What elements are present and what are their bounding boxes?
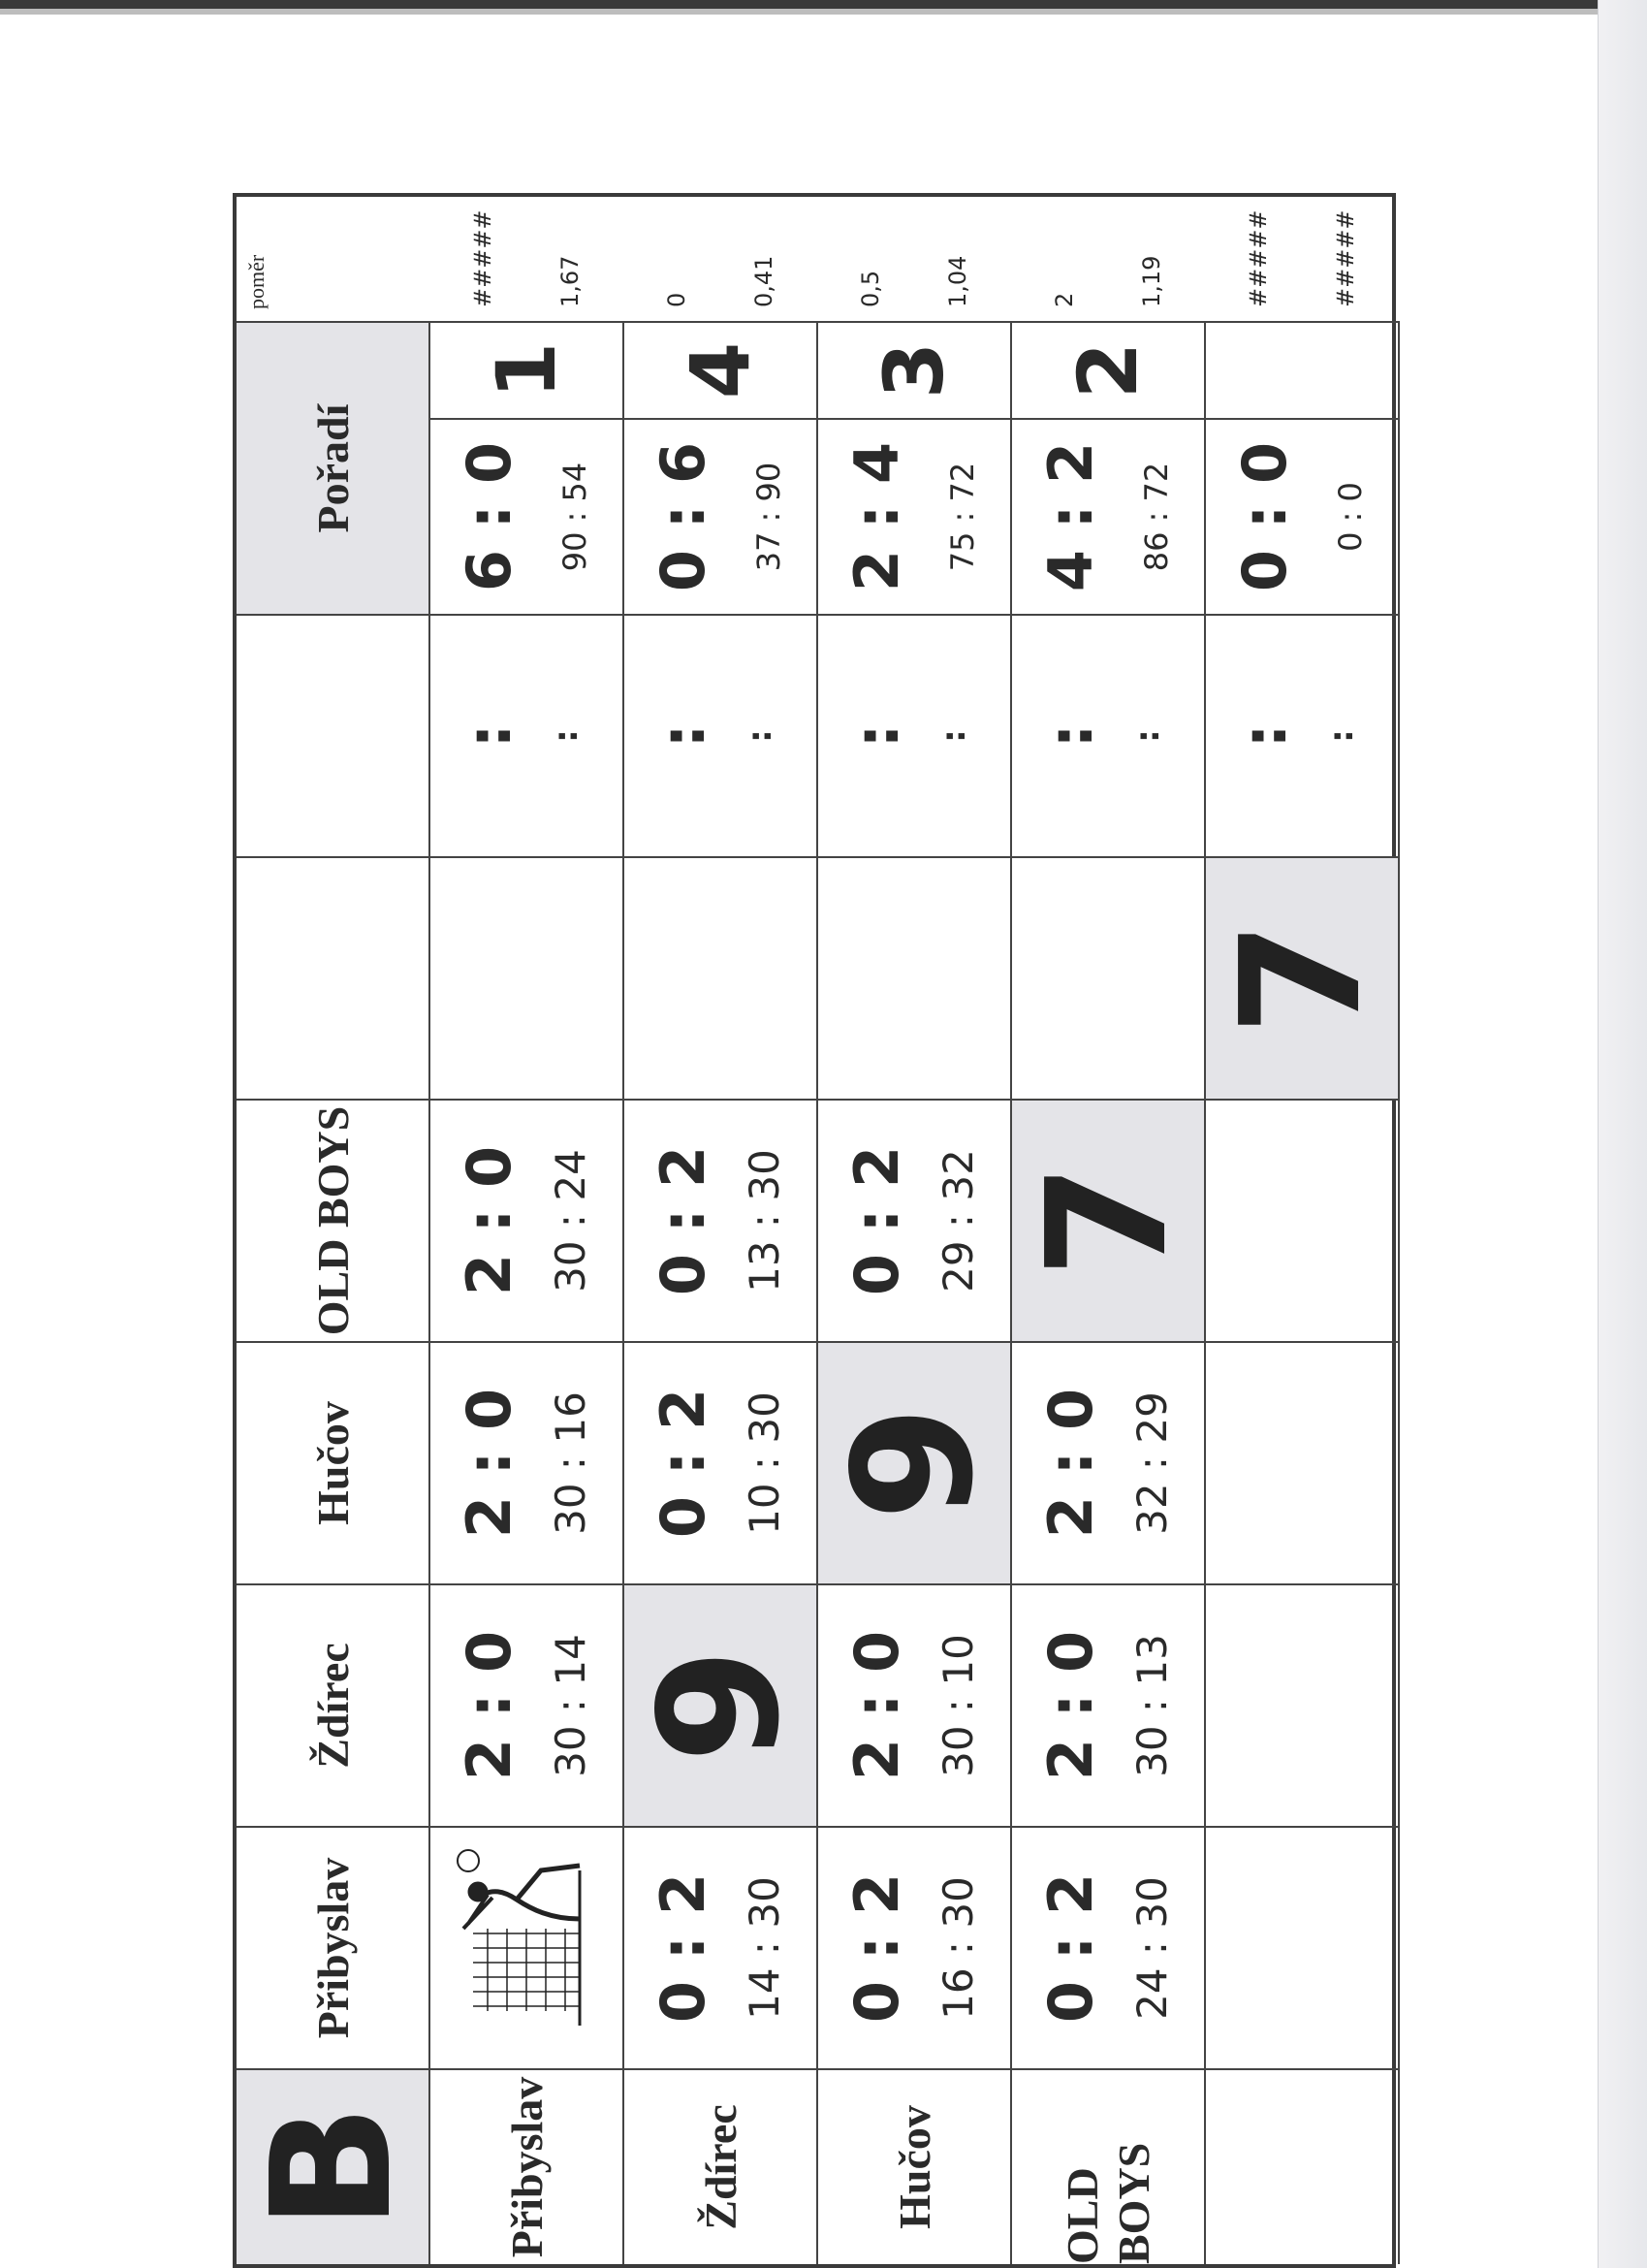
empty-cell xyxy=(430,856,624,1099)
pomer-header-cell xyxy=(237,189,430,321)
row-header-label: Ždírec xyxy=(695,2104,745,2230)
match-result-cell xyxy=(624,1099,818,1341)
diagonal-number: 9 xyxy=(624,1647,816,1764)
standings-sets: 2 : 4 xyxy=(841,441,912,592)
ratio-sets: ##### xyxy=(1245,209,1272,307)
points-score: 30 : 24 xyxy=(547,1149,594,1293)
row-pribyslav-header xyxy=(430,2068,624,2264)
ratio-points: 1,67 xyxy=(556,255,584,307)
rank-number xyxy=(1206,323,1398,418)
points-score: 10 : 30 xyxy=(741,1391,788,1535)
points-score: 32 : 29 xyxy=(1128,1391,1176,1535)
col-header-old-boys xyxy=(237,1099,430,1341)
empty-colon-cell xyxy=(1206,614,1400,856)
sets-score: 0 : 2 xyxy=(841,1145,912,1296)
match-result-cell xyxy=(624,1826,818,2068)
match-result-cell xyxy=(430,1099,624,1341)
row-header-label: Hučov xyxy=(889,2105,939,2229)
points-score: 30 : 13 xyxy=(1128,1634,1176,1777)
diagonal-number-cell xyxy=(818,1341,1012,1583)
colon-bottom: : xyxy=(547,729,586,743)
standings-scores xyxy=(1206,418,1398,614)
ratio-cell xyxy=(624,189,818,321)
empty-cell xyxy=(1012,856,1206,1099)
standings-scores xyxy=(818,418,1010,614)
ratio-cell xyxy=(1206,189,1400,321)
volleyball-player-icon xyxy=(434,1832,618,2064)
empty-cell xyxy=(624,856,818,1099)
match-result-cell xyxy=(818,1099,1012,1341)
ratio-sets: 0 xyxy=(663,292,690,307)
diagonal-number: 9 xyxy=(818,1405,1010,1521)
points-score: 16 : 30 xyxy=(934,1876,982,2020)
empty-cell xyxy=(1206,1341,1400,1583)
colon-top: : xyxy=(1035,723,1106,749)
group-letter: B xyxy=(237,2104,428,2230)
colon-bottom: : xyxy=(1128,729,1167,743)
col-header-label: OLD BOYS xyxy=(307,1105,358,1336)
colon-bottom: : xyxy=(741,729,779,743)
rank-number: 4 xyxy=(673,341,768,399)
empty-colon-cell xyxy=(430,614,624,856)
row-old-boys-header xyxy=(1012,2068,1206,2264)
row-header-label: Přibyslav xyxy=(501,2076,552,2258)
match-result-cell xyxy=(1012,1341,1206,1583)
standings-sets: 4 : 2 xyxy=(1035,441,1106,592)
row-zdirec-header xyxy=(624,2068,818,2264)
sets-score: 0 : 2 xyxy=(648,1388,718,1539)
standings-points: 90 : 54 xyxy=(556,462,593,572)
standings-cell xyxy=(1206,321,1400,614)
sets-score: 2 : 0 xyxy=(1035,1630,1106,1781)
rank-number: 1 xyxy=(479,341,574,399)
ratio-cell xyxy=(818,189,1012,321)
colon-top: : xyxy=(841,723,912,749)
points-score: 30 : 16 xyxy=(547,1391,594,1535)
empty-cell xyxy=(1206,1583,1400,1826)
ratio-sets: 0,5 xyxy=(857,270,884,307)
points-score: 24 : 30 xyxy=(1128,1876,1176,2020)
col-header-zdirec xyxy=(237,1583,430,1826)
col-header-hucov xyxy=(237,1341,430,1583)
empty-cell xyxy=(1206,1099,1400,1341)
empty-colon-cell xyxy=(818,614,1012,856)
points-score: 29 : 32 xyxy=(934,1149,982,1293)
colon-top: : xyxy=(1229,723,1300,749)
match-result-cell xyxy=(430,1583,624,1826)
scan-right-edge xyxy=(1598,0,1647,2268)
col-header-poradi xyxy=(237,321,430,614)
match-result-cell xyxy=(818,1826,1012,2068)
standings-points: 37 : 90 xyxy=(750,462,787,572)
volleyball-player-cell xyxy=(430,1826,624,2068)
ratio-cell xyxy=(430,189,624,321)
empty-colon-cell xyxy=(624,614,818,856)
sets-score: 2 : 0 xyxy=(841,1630,912,1781)
sets-score: 2 : 0 xyxy=(454,1388,524,1539)
col-header-empty-5 xyxy=(237,856,430,1099)
ratio-points: 0,41 xyxy=(750,255,777,307)
colon-top: : xyxy=(454,723,524,749)
empty-cell xyxy=(818,856,1012,1099)
sets-score: 0 : 2 xyxy=(841,1872,912,2024)
sets-score: 2 : 0 xyxy=(454,1145,524,1296)
ratio-sets: ##### xyxy=(469,209,496,307)
col-header-label: Přibyslav xyxy=(307,1857,358,2039)
diagonal-number-cell xyxy=(624,1583,818,1826)
points-score: 30 : 14 xyxy=(547,1634,594,1777)
sets-score: 0 : 2 xyxy=(1035,1872,1106,2024)
sets-score: 0 : 2 xyxy=(648,1145,718,1296)
colon-top: : xyxy=(648,723,718,749)
pomer-label: poměr xyxy=(244,254,269,309)
row-empty-header xyxy=(1206,2068,1400,2264)
standings-points: 75 : 72 xyxy=(944,462,981,572)
col-header-empty-6 xyxy=(237,614,430,856)
diagonal-number: 7 xyxy=(1206,920,1398,1037)
standings-cell xyxy=(1012,321,1206,614)
match-result-cell xyxy=(1012,1583,1206,1826)
sets-score: 0 : 2 xyxy=(648,1872,718,2024)
col-header-label: Hučov xyxy=(307,1401,358,1525)
row-header-label: OLD BOYS xyxy=(1058,2142,1158,2264)
match-result-cell xyxy=(430,1341,624,1583)
match-result-cell xyxy=(1012,1826,1206,2068)
group-b-results-table xyxy=(233,193,1396,2268)
col-header-label: Ždírec xyxy=(307,1643,358,1769)
standings-cell xyxy=(624,321,818,614)
standings-scores xyxy=(624,418,816,614)
empty-cell xyxy=(1206,1826,1400,2068)
standings-points: 0 : 0 xyxy=(1332,482,1369,552)
colon-bottom: : xyxy=(1322,729,1361,743)
scan-top-shadow xyxy=(0,9,1647,15)
scan-top-edge xyxy=(0,0,1647,9)
ratio-points: 1,04 xyxy=(944,255,971,307)
ratio-sets: 2 xyxy=(1051,292,1078,307)
diagonal-number-cell xyxy=(1206,856,1400,1099)
standings-cell xyxy=(430,321,624,614)
standings-cell xyxy=(818,321,1012,614)
sets-score: 2 : 0 xyxy=(454,1630,524,1781)
points-score: 30 : 10 xyxy=(934,1634,982,1777)
standings-sets: 0 : 0 xyxy=(1229,441,1300,592)
ratio-cell xyxy=(1012,189,1206,321)
group-letter-cell xyxy=(237,2068,430,2264)
ratio-points: 1,19 xyxy=(1138,255,1165,307)
points-score: 14 : 30 xyxy=(741,1876,788,2020)
standings-sets: 6 : 0 xyxy=(454,441,524,592)
ratio-points: ##### xyxy=(1332,209,1359,307)
match-result-cell xyxy=(624,1341,818,1583)
points-score: 13 : 30 xyxy=(741,1149,788,1293)
results-grid xyxy=(233,193,1396,2268)
diagonal-number-cell xyxy=(1012,1099,1206,1341)
match-result-cell xyxy=(818,1583,1012,1826)
row-hucov-header xyxy=(818,2068,1012,2264)
empty-colon-cell xyxy=(1012,614,1206,856)
diagonal-number: 7 xyxy=(1012,1163,1204,1279)
sets-score: 2 : 0 xyxy=(1035,1388,1106,1539)
rank-number: 2 xyxy=(1061,341,1156,399)
poradi-label: Pořadí xyxy=(307,403,358,533)
col-header-pribyslav xyxy=(237,1826,430,2068)
rank-number: 3 xyxy=(867,341,962,399)
colon-bottom: : xyxy=(934,729,973,743)
standings-scores xyxy=(430,418,622,614)
standings-scores xyxy=(1012,418,1204,614)
standings-points: 86 : 72 xyxy=(1138,462,1175,572)
standings-sets: 0 : 6 xyxy=(648,441,718,592)
